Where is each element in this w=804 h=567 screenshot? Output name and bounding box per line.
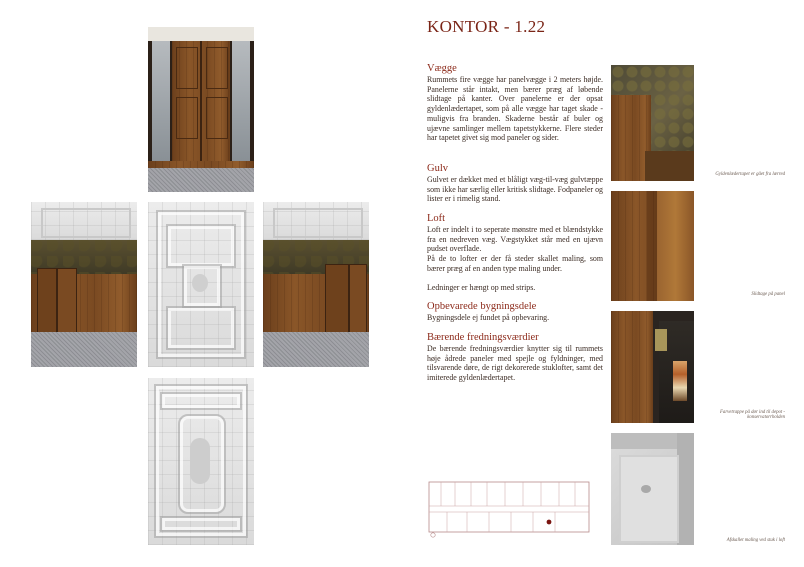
photo-door-color-layers	[611, 311, 694, 423]
caption-panel-wear: Slidtage på panel	[751, 292, 785, 297]
caption-peeling-paint: Afskallet maling ved stuk i loft	[726, 538, 785, 543]
photo-ceiling	[148, 202, 254, 367]
section-heading: Opbevarede bygningsdele	[427, 301, 537, 312]
section-heading: Bærende fredningsværdier	[427, 332, 539, 343]
section-stored-parts	[427, 301, 603, 323]
photo-west-wall	[31, 202, 137, 367]
section-body: Bygningsdele ej fundet på opbevaring.	[427, 313, 550, 322]
photo-leather-wallpaper	[611, 65, 694, 181]
section-body: De bærende fredningsværdier knytter sig til rummets høje ådrede paneler med spejle og fyldninger, med tilsvarende døre, de rigt dekorerede stuklofter, samt det imiterede gyldenlædertapet.	[427, 344, 603, 383]
section-heading: Gulv	[427, 163, 448, 174]
section-ceiling	[427, 213, 603, 293]
section-floor	[427, 163, 603, 204]
photo-north-floor	[148, 168, 254, 192]
photo-peeling-paint	[611, 433, 694, 545]
section-body: Gulvet er dækket med et blåligt væg-til-væg gulvtæppe som ikke har særlig eller kritisk slidtage. Fodpaneler og lister er i rimelig stand.	[427, 175, 603, 204]
section-walls	[427, 63, 603, 143]
section-heritage-values	[427, 332, 603, 383]
caption-door-color-layers: Farvetrappe på dør ind til depot - konservatorrholden	[719, 410, 785, 420]
section-heading: Loft	[427, 213, 446, 224]
caption-leather-wallpaper: Gyldenlædertapet er gået fra lærred	[715, 172, 785, 177]
photo-panel-wear	[611, 191, 694, 301]
section-heading: Vægge	[427, 63, 457, 74]
photo-ceiling-detail	[148, 378, 254, 545]
floor-plan	[427, 478, 593, 538]
floor-plan-drawing	[427, 478, 593, 538]
section-body: Rummets fire vægge har panelvægge i 2 meters højde. Panelerne står intakt, men bærer præg af løbende slidtage på kanter. Over panelerne er der opsat gyldenlædertapet, som på alle vægge har taget skade - muligvis fra branden. Skaderne består af buler og ujævne samlinger mellem tapetstykkerne. Flere steder har tapetet givet sig mod paneler og sider.	[427, 75, 603, 143]
photo-east-wall	[263, 202, 369, 367]
section-body: Loft er indelt i to seperate mønstre med et blændstykke fra en nedreven væg. Vægstykket står med en ujævn pudset overflade. På de to lofter er der få steder skallet maling, som bærer præg af en anden type maling under. Ledninger er hængt op med strips.	[427, 225, 603, 293]
page-title: KONTOR - 1.22	[427, 17, 546, 36]
